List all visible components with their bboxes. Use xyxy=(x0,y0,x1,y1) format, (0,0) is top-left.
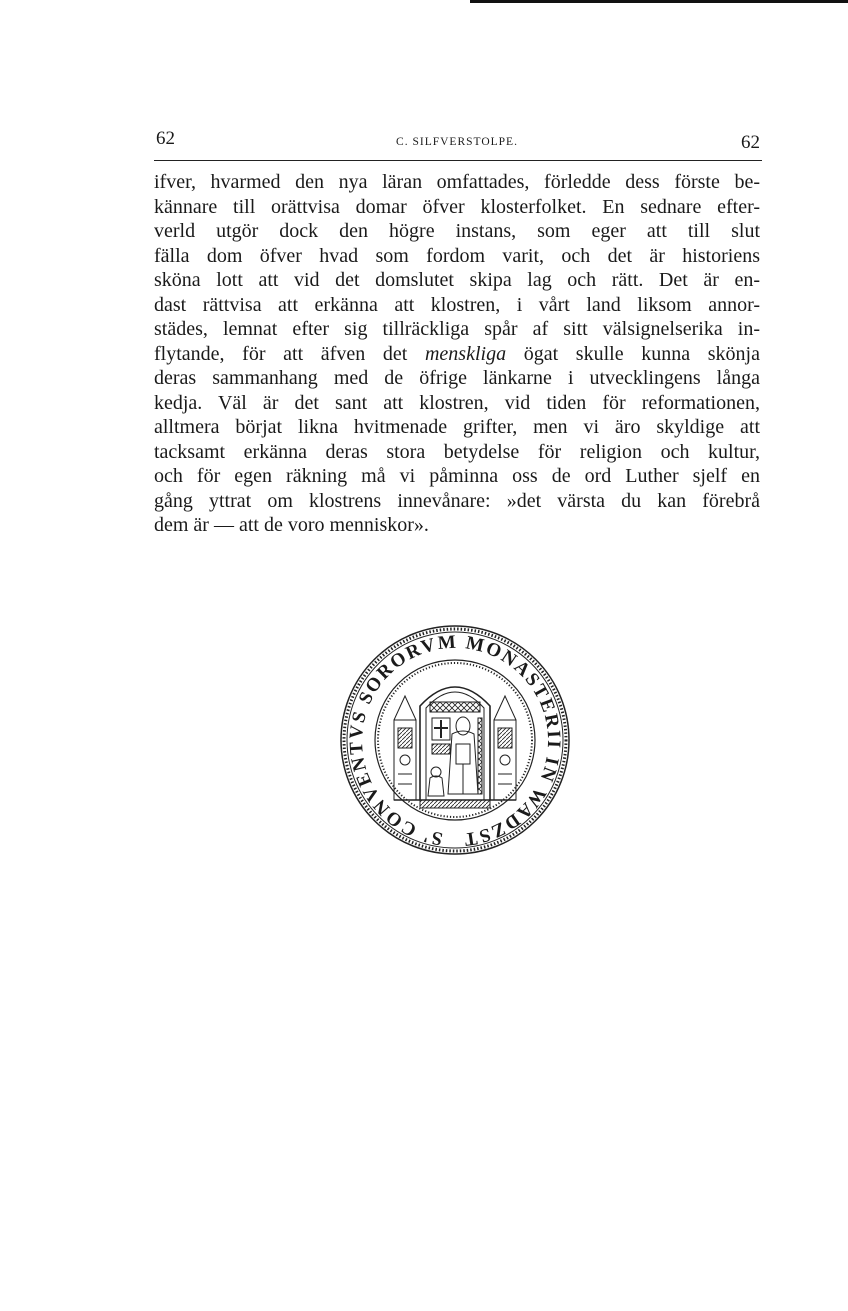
text-line xyxy=(154,342,760,367)
text-line: kedja. Väl är det sant att klostren, vid tiden för reformationen, xyxy=(154,391,760,414)
text-line: gång yttrat om klostrens innevånare: »det värsta du kan förebrå xyxy=(154,489,760,512)
header-rule xyxy=(154,160,762,161)
page-number-left: 62 xyxy=(156,128,175,149)
page-header xyxy=(154,128,760,154)
seal-legend: S' CONVENTVS SORORVM MONASTERII IN WADZST xyxy=(345,631,565,850)
text-line: och för egen räkning må vi påminna oss de ord Luther sjelf en xyxy=(154,465,760,487)
text-line: dem är — att de voro menniskor». xyxy=(154,514,429,536)
text-line: alltmera börjat likna hvitmenade grifter, men vi äro skyldige att xyxy=(154,416,760,438)
text-line: tacksamt erkänna deras stora betydelse för religion och kultur, xyxy=(154,440,760,463)
emphasis-word: menskliga xyxy=(424,342,507,365)
text-line: fälla dom öfver hvad som fordom varit, och det är historiens xyxy=(154,244,760,267)
text-line: verld utgör dock den högre instans, som eger att till slut xyxy=(154,220,760,242)
text-line: sköna lott att vid det domslutet skipa lag och rätt. Det är en- xyxy=(154,269,760,291)
text-line: deras sammanhang med de öfrige länkarne i utvecklingens långa xyxy=(154,367,760,389)
body-paragraph xyxy=(154,170,760,538)
convent-seal-illustration xyxy=(338,624,572,856)
text-line: kännare till orättvisa domar öfver klosterfolket. En sednare efter- xyxy=(154,195,760,218)
text-line: dast rättvisa att erkänna att klostren, i vårt land liksom annor- xyxy=(154,293,760,316)
text-line: städes, lemnat efter sig tillräckliga spår af sitt välsignelserika in- xyxy=(154,318,760,340)
page-number-right: 62 xyxy=(741,132,760,153)
text-fragment: flytande, för att äfven det xyxy=(154,342,425,365)
top-edge-rule xyxy=(470,0,848,3)
text-fragment: ögat skulle kunna skönja xyxy=(506,342,760,365)
text-line: ifver, hvarmed den nya läran omfattades, förledde dess förste be- xyxy=(154,171,760,193)
running-title: C. SILFVERSTOLPE. xyxy=(396,136,518,148)
